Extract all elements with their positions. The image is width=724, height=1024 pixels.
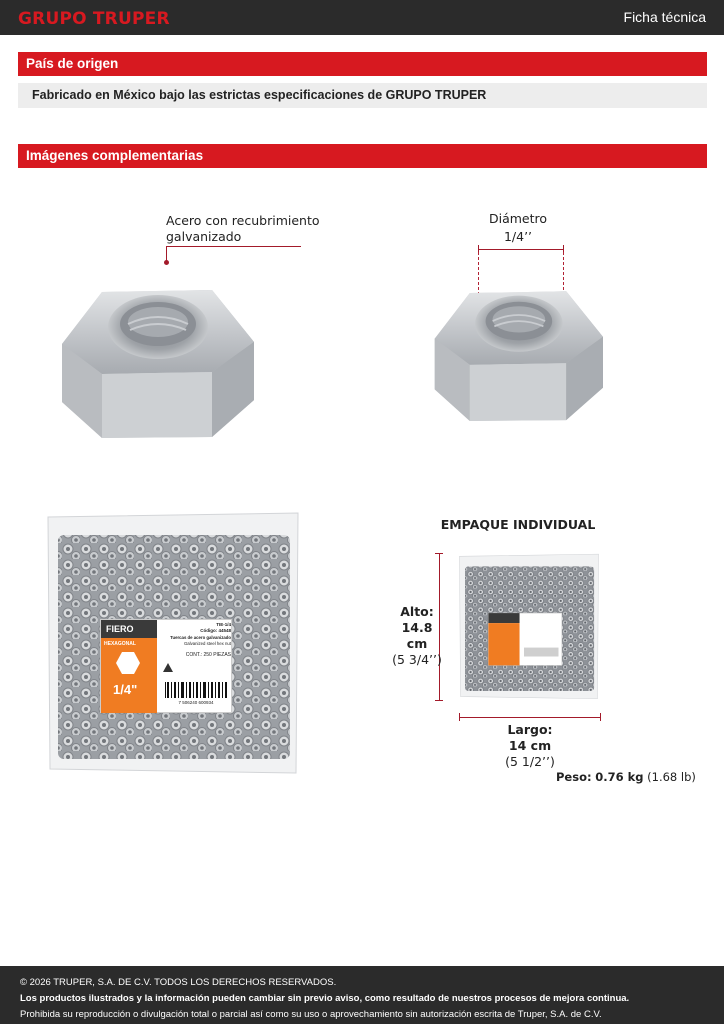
hex-nut-image-left (52, 272, 262, 442)
hex-nut-image-right (426, 275, 610, 425)
bag-label-orange-panel (101, 638, 157, 713)
coating-leader-line (166, 246, 301, 247)
bag-image-large (44, 511, 302, 777)
bag-label-content: CONT.: 250 PIEZAS (185, 652, 231, 658)
images-section-title: Imágenes complementarias (18, 144, 707, 168)
height-cm: 14.8 cm (401, 620, 433, 651)
footer-copyright: © 2026 TRUPER, S.A. DE C.V. TODOS LOS DERECHOS RESERVADOS. (20, 977, 337, 988)
bag-label-size: 1/4" (113, 682, 138, 697)
length-dimension-line (459, 717, 601, 718)
length-label: Largo: (507, 722, 553, 737)
length-tick-left (459, 713, 460, 721)
footer-prohibition: Prohibida su reproducción o divulgación total o parcial así como su uso o aprovechamiento sin autorización escrita de Truper, S.A. de C.V. (20, 1009, 602, 1020)
origin-text: Fabricado en México bajo las estrictas especificaciones de GRUPO TRUPER (18, 83, 707, 108)
height-in: (5 3/4’’) (392, 652, 442, 667)
bag-label-desc-es: Tuercas de acero galvanizado (170, 635, 231, 640)
bag-image-small (456, 553, 602, 701)
hex-nut-icon (116, 652, 140, 674)
length-in: (5 1/2’’) (505, 754, 555, 769)
brand-logo: GRUPO TRUPER (18, 9, 170, 29)
footer-disclaimer: Los productos ilustrados y la información pueden cambiar sin previo aviso, como resultado de nuestros procesos de mejora continua. (20, 993, 630, 1004)
origin-section-title: País de origen (18, 52, 707, 76)
document-type: Ficha técnica (623, 9, 706, 25)
diameter-value: 1/4’’ (503, 229, 533, 244)
bag-label-type: HEXAGONAL (104, 641, 136, 647)
fiero-logo: FIERO (106, 624, 134, 634)
height-label: Alto: (400, 604, 434, 619)
weight-label: Peso: (556, 770, 592, 784)
coating-annotation (166, 213, 320, 245)
weight-kg: 0.76 kg (595, 770, 644, 784)
height-tick-bottom (435, 700, 443, 701)
diameter-annotation (468, 211, 568, 245)
package-title: EMPAQUE INDIVIDUAL (440, 517, 596, 532)
bag-label-code: TIE-1/4 (216, 622, 231, 627)
footer (0, 966, 724, 1024)
diameter-label: Diámetro (488, 211, 548, 226)
barcode-number: 7 506240 600934 (178, 700, 214, 705)
coating-leader-dot (164, 260, 169, 265)
bag-label-code-number: Código: 44548 (200, 628, 231, 633)
length-cm: 14 cm (508, 738, 552, 753)
bag-label (100, 619, 232, 713)
bag-label-desc-en: Galvanized steel hex nut (183, 641, 231, 646)
coating-annotation-line2: galvanizado (166, 229, 242, 244)
length-tick-right (600, 713, 601, 721)
warning-icon (163, 663, 173, 672)
bag-label-brandbar (101, 620, 157, 638)
weight-annotation (556, 769, 696, 785)
length-annotation (500, 722, 560, 770)
height-tick-top (435, 553, 443, 554)
height-annotation (392, 604, 442, 668)
diameter-dimension-line (478, 249, 564, 250)
header-bar (0, 0, 724, 35)
coating-annotation-line1: Acero con recubrimiento (166, 213, 320, 228)
weight-lb: (1.68 lb) (647, 770, 696, 784)
